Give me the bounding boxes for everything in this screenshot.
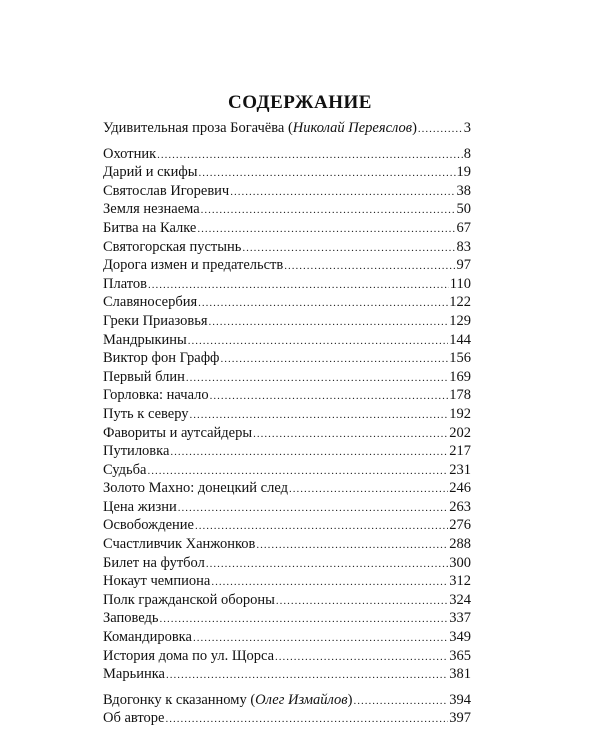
toc-page-number: 231 xyxy=(449,461,471,478)
toc-leader-dots xyxy=(147,462,448,481)
toc-entry-title-text: Первый блин xyxy=(103,368,185,385)
toc-entry xyxy=(103,163,471,182)
toc-leader-dots xyxy=(289,480,448,499)
toc-entry xyxy=(103,591,471,610)
toc-page-number: 50 xyxy=(456,201,471,218)
toc-entry-title-text: Освобождение xyxy=(103,517,194,534)
toc-leader-dots xyxy=(220,350,448,369)
toc-entry-title-text: История дома по ул. Щорса xyxy=(103,647,275,664)
toc-entry xyxy=(103,119,471,138)
toc-leader-dots xyxy=(186,369,448,388)
toc-leader-dots xyxy=(198,294,448,313)
toc-entry-title xyxy=(103,163,197,182)
toc-leader-dots xyxy=(188,332,448,351)
toc-page-number: 381 xyxy=(449,666,471,683)
toc-entry xyxy=(103,709,471,728)
toc-title: СОДЕРЖАНИЕ xyxy=(228,92,372,113)
toc-leader-dots xyxy=(253,425,448,444)
toc-page-number: 202 xyxy=(449,424,471,441)
toc-entry-title-text: Святослав Игоревич xyxy=(103,182,230,199)
toc-entry xyxy=(103,275,471,294)
toc-page-number: 288 xyxy=(449,536,471,553)
toc-leader-dots xyxy=(157,146,463,165)
toc-entry-title xyxy=(103,516,194,535)
toc-page-number: 337 xyxy=(449,610,471,627)
toc-entry-title-suffix: ) xyxy=(412,120,417,136)
toc-page-number: 300 xyxy=(449,554,471,571)
toc-leader-dots xyxy=(190,406,449,425)
toc-leader-dots xyxy=(242,239,455,258)
toc-entry xyxy=(103,219,471,238)
toc-entry-title xyxy=(103,628,192,647)
toc-entry xyxy=(103,331,471,350)
toc-entry xyxy=(103,535,471,554)
toc-entry-title xyxy=(103,647,274,666)
toc-entry-title xyxy=(103,238,241,257)
toc-entry xyxy=(103,293,471,312)
toc-entry-title xyxy=(103,442,169,461)
toc-entry-title xyxy=(103,609,159,628)
toc-page-number: 397 xyxy=(449,710,471,727)
toc-page-number: 263 xyxy=(449,498,471,515)
toc-page-number: 122 xyxy=(449,294,471,311)
toc-page-number: 192 xyxy=(449,405,471,422)
toc-entry-title xyxy=(103,461,146,480)
toc-entry-title xyxy=(103,256,283,275)
toc-entry-title xyxy=(103,312,208,331)
toc-entry xyxy=(103,312,471,331)
toc-page-number: 246 xyxy=(449,480,471,497)
toc-entry-title xyxy=(103,424,252,443)
toc-page-number: 83 xyxy=(456,238,471,255)
toc-entry-title-text: Об авторе xyxy=(103,710,165,727)
toc-page-number: 349 xyxy=(449,629,471,646)
toc-leader-dots xyxy=(209,313,449,332)
toc-entry-title-text: Командировка xyxy=(103,629,192,646)
toc-entry xyxy=(103,386,471,405)
toc-leader-dots xyxy=(170,443,448,462)
toc-entry-title-text: Греки Приазовья xyxy=(103,312,208,329)
toc-entry-title-text: Марьинка xyxy=(103,666,165,683)
toc-page-number: 394 xyxy=(449,691,471,708)
toc-page-number: 276 xyxy=(449,517,471,534)
toc-leader-dots xyxy=(276,592,448,611)
toc-page-number: 217 xyxy=(449,443,471,460)
toc-entry-title xyxy=(103,368,185,387)
toc-page-number: 144 xyxy=(449,331,471,348)
toc-leader-dots xyxy=(165,710,448,729)
toc-page-number: 324 xyxy=(449,591,471,608)
toc-entry-title-text: Полк гражданской обороны xyxy=(103,591,275,608)
toc-entry-title xyxy=(103,554,205,573)
toc-entry-title-text: Горловка: начало xyxy=(103,387,209,404)
toc-entry xyxy=(103,647,471,666)
toc-page-number: 156 xyxy=(449,350,471,367)
toc-entry-title xyxy=(103,498,177,517)
toc-page-number: 129 xyxy=(449,312,471,329)
toc-entry-title-text: Заповедь xyxy=(103,610,159,627)
toc-entry xyxy=(103,424,471,443)
toc-page-number: 67 xyxy=(456,219,471,236)
toc-leader-dots xyxy=(198,164,455,183)
toc-entry xyxy=(103,349,471,368)
toc-entry-title xyxy=(103,691,352,710)
toc-page-number: 365 xyxy=(449,647,471,664)
toc-entry xyxy=(103,461,471,480)
toc-entry xyxy=(103,368,471,387)
toc-entry xyxy=(103,405,471,424)
toc-entry-title-text: Удивительная проза Богачёва ( xyxy=(103,120,293,136)
toc-entry-title-text: Дарий и скифы xyxy=(103,164,198,181)
toc-entry xyxy=(103,665,471,684)
toc-page-number: 178 xyxy=(449,387,471,404)
toc-entry-title-text: Охотник xyxy=(103,145,157,162)
toc-leader-dots xyxy=(275,648,448,667)
toc-entry-title-text: Святогорская пустынь xyxy=(103,238,242,255)
toc-entry-title-text: Нокаут чемпиона xyxy=(103,573,211,590)
toc-entry-title-text: Мандрыкины xyxy=(103,331,187,348)
toc-page-number: 3 xyxy=(463,120,471,136)
toc-entry xyxy=(103,479,471,498)
toc-leader-dots xyxy=(284,257,455,276)
toc-entry-title-text: Фавориты и аутсайдеры xyxy=(103,424,253,441)
toc-leader-dots xyxy=(148,276,449,295)
toc-entry-title xyxy=(103,200,200,219)
toc-entry-title-text: Золото Махно: донецкий след xyxy=(103,480,288,497)
toc-entry xyxy=(103,609,471,628)
toc-entry-title-text: Судьба xyxy=(103,461,147,478)
toc-leader-dots xyxy=(211,573,448,592)
toc-entry-title-text: Славяносербия xyxy=(103,294,198,311)
toc-entry-title xyxy=(103,572,210,591)
toc-entry-title xyxy=(103,293,197,312)
toc-entry xyxy=(103,516,471,535)
toc-leader-dots xyxy=(210,387,449,406)
toc-entry-title xyxy=(103,591,275,610)
toc-entry xyxy=(103,182,471,201)
toc-leader-dots xyxy=(178,499,448,518)
toc-entry xyxy=(103,498,471,517)
toc-entry-title-text: Битва на Калке xyxy=(103,219,197,236)
toc-entry-title-text: Счастливчик Ханжонков xyxy=(103,536,256,553)
toc-entry-title-text: Цена жизни xyxy=(103,498,177,515)
toc-entry-title xyxy=(103,386,209,405)
toc-entry-title-text: Дорога измен и предательств xyxy=(103,257,284,274)
toc-entry-title xyxy=(103,535,255,554)
toc-entry xyxy=(103,145,471,164)
toc-entry-title-text: Билет на футбол xyxy=(103,554,205,571)
toc-leader-dots xyxy=(353,692,448,711)
toc-entry-title-text: Виктор фон Графф xyxy=(103,350,220,367)
toc-entry xyxy=(103,628,471,647)
toc-page-number: 97 xyxy=(456,257,471,274)
toc-page-number: 110 xyxy=(449,275,471,292)
toc-leader-dots xyxy=(201,201,456,220)
toc-leader-dots xyxy=(206,555,448,574)
toc-entry-title xyxy=(103,219,196,238)
toc-entry-title-suffix: ) xyxy=(347,691,353,708)
toc-entry-title-text: Платов xyxy=(103,275,148,292)
toc-entry-title xyxy=(103,331,187,350)
toc-entry-author: Олег Измайлов xyxy=(255,691,348,708)
toc-entry xyxy=(103,572,471,591)
toc-leader-dots xyxy=(166,666,448,685)
toc-leader-dots xyxy=(230,183,455,202)
toc-entry-title xyxy=(103,709,164,728)
toc-leader-dots xyxy=(256,536,448,555)
toc-entry xyxy=(103,200,471,219)
toc-page-number: 8 xyxy=(463,145,471,162)
toc-entry xyxy=(103,238,471,257)
toc-page-number: 312 xyxy=(449,573,471,590)
table-of-contents xyxy=(103,119,471,728)
toc-entry xyxy=(103,442,471,461)
toc-entry-title xyxy=(103,405,189,424)
toc-entry-title xyxy=(103,349,219,368)
toc-entry-title xyxy=(103,119,417,138)
toc-entry xyxy=(103,256,471,275)
toc-entry xyxy=(103,691,471,710)
toc-page-number: 169 xyxy=(449,368,471,385)
toc-entry-title xyxy=(103,275,147,294)
toc-entry-title-text: Путиловка xyxy=(103,443,170,460)
toc-entry xyxy=(103,554,471,573)
toc-leader-dots xyxy=(160,610,449,629)
toc-leader-dots xyxy=(195,517,448,536)
toc-entry-title-text: Путь к северу xyxy=(103,405,189,422)
toc-page-number: 38 xyxy=(456,182,471,199)
toc-entry-title xyxy=(103,145,156,164)
toc-entry-title xyxy=(103,182,229,201)
toc-leader-dots xyxy=(418,120,463,139)
toc-page-number: 19 xyxy=(456,164,471,181)
toc-leader-dots xyxy=(193,629,448,648)
toc-entry-author: Николай Переяслов xyxy=(292,120,413,136)
toc-entry-title xyxy=(103,479,288,498)
toc-leader-dots xyxy=(197,220,455,239)
toc-entry-title-text: Земля незнаема xyxy=(103,201,200,218)
toc-entry-title xyxy=(103,665,165,684)
toc-entry-title-text: Вдогонку к сказанному ( xyxy=(103,691,256,708)
